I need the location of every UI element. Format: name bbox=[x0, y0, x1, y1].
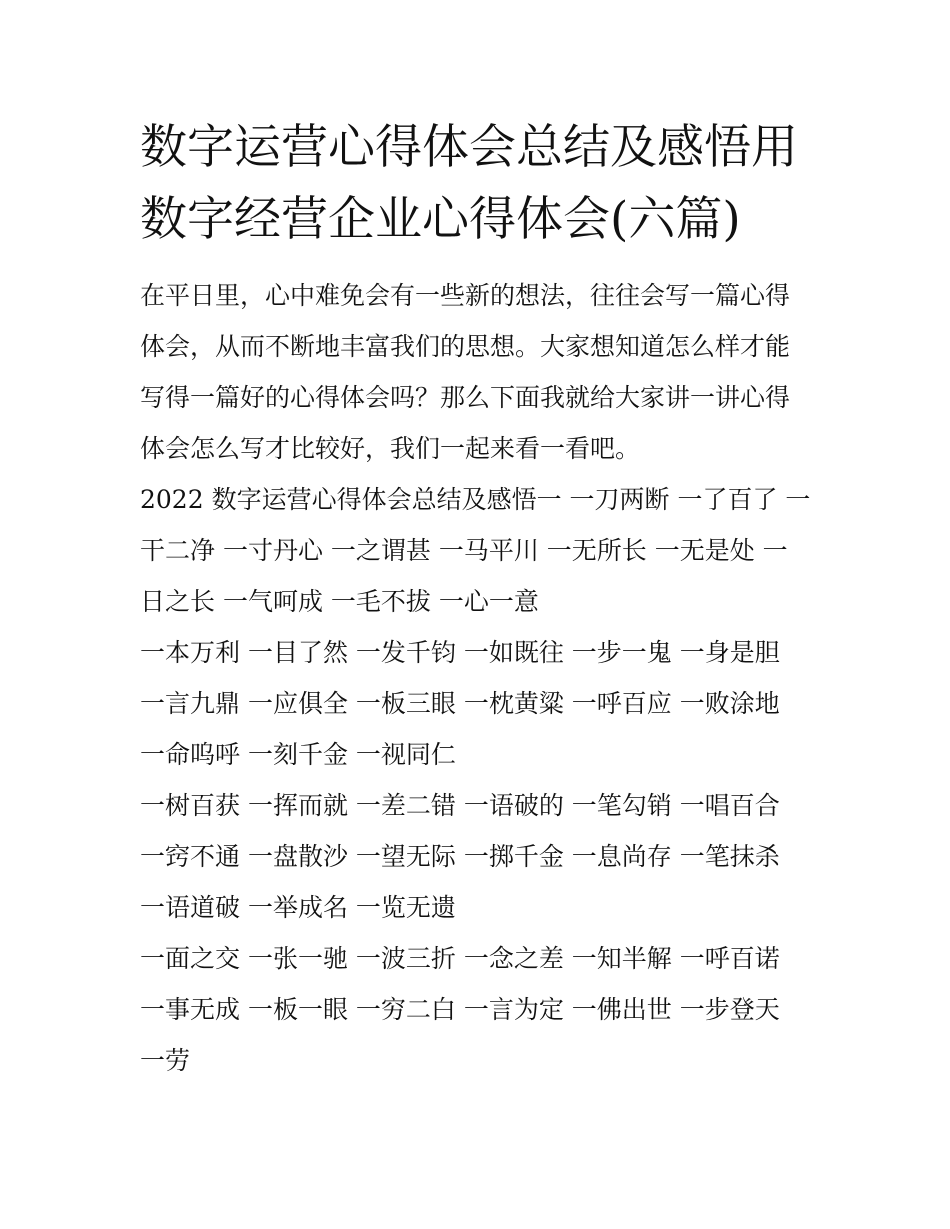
idiom-paragraph-1: 2022 数字运营心得体会总结及感悟一 一刀两断 一了百了 一干二净 一寸丹心 一之谓甚 一马平川 一无所长 一无是处 一日之长 一气呵成 一毛不拔 一心一意 bbox=[140, 485, 811, 616]
document-title: 数字运营心得体会总结及感悟用数字经营企业心得体会(六篇) bbox=[140, 120, 798, 247]
idiom-paragraph-4: 一面之交 一张一驰 一波三折 一念之差 一知半解 一呼百诺 一事无成 一板一眼 一穷二白 一言为定 一佛出世 一步登天 一劳 bbox=[140, 944, 780, 1075]
document-body bbox=[140, 112, 812, 1086]
idiom-paragraph-2: 一本万利 一目了然 一发千钧 一如既往 一步一鬼 一身是胆 一言九鼎 一应俱全 一板三眼 一枕黄粱 一呼百应 一败涂地 一命呜呼 一刻千金 一视同仁 bbox=[140, 638, 780, 769]
idiom-paragraph-3: 一树百获 一挥而就 一差二错 一语破的 一笔勾销 一唱百合 一窍不通 一盘散沙 一望无际 一掷千金 一息尚存 一笔抹杀 一语道破 一举成名 一览无遗 bbox=[140, 791, 780, 922]
intro-paragraph: 在平日里，心中难免会有一些新的想法，往往会写一篇心得体会，从而不断地丰富我们的思想。大家想知道怎么样才能写得一篇好的心得体会吗？那么下面我就给大家讲一讲心得体会怎么写才比较好，我们一起来看一看吧。 bbox=[140, 281, 791, 463]
